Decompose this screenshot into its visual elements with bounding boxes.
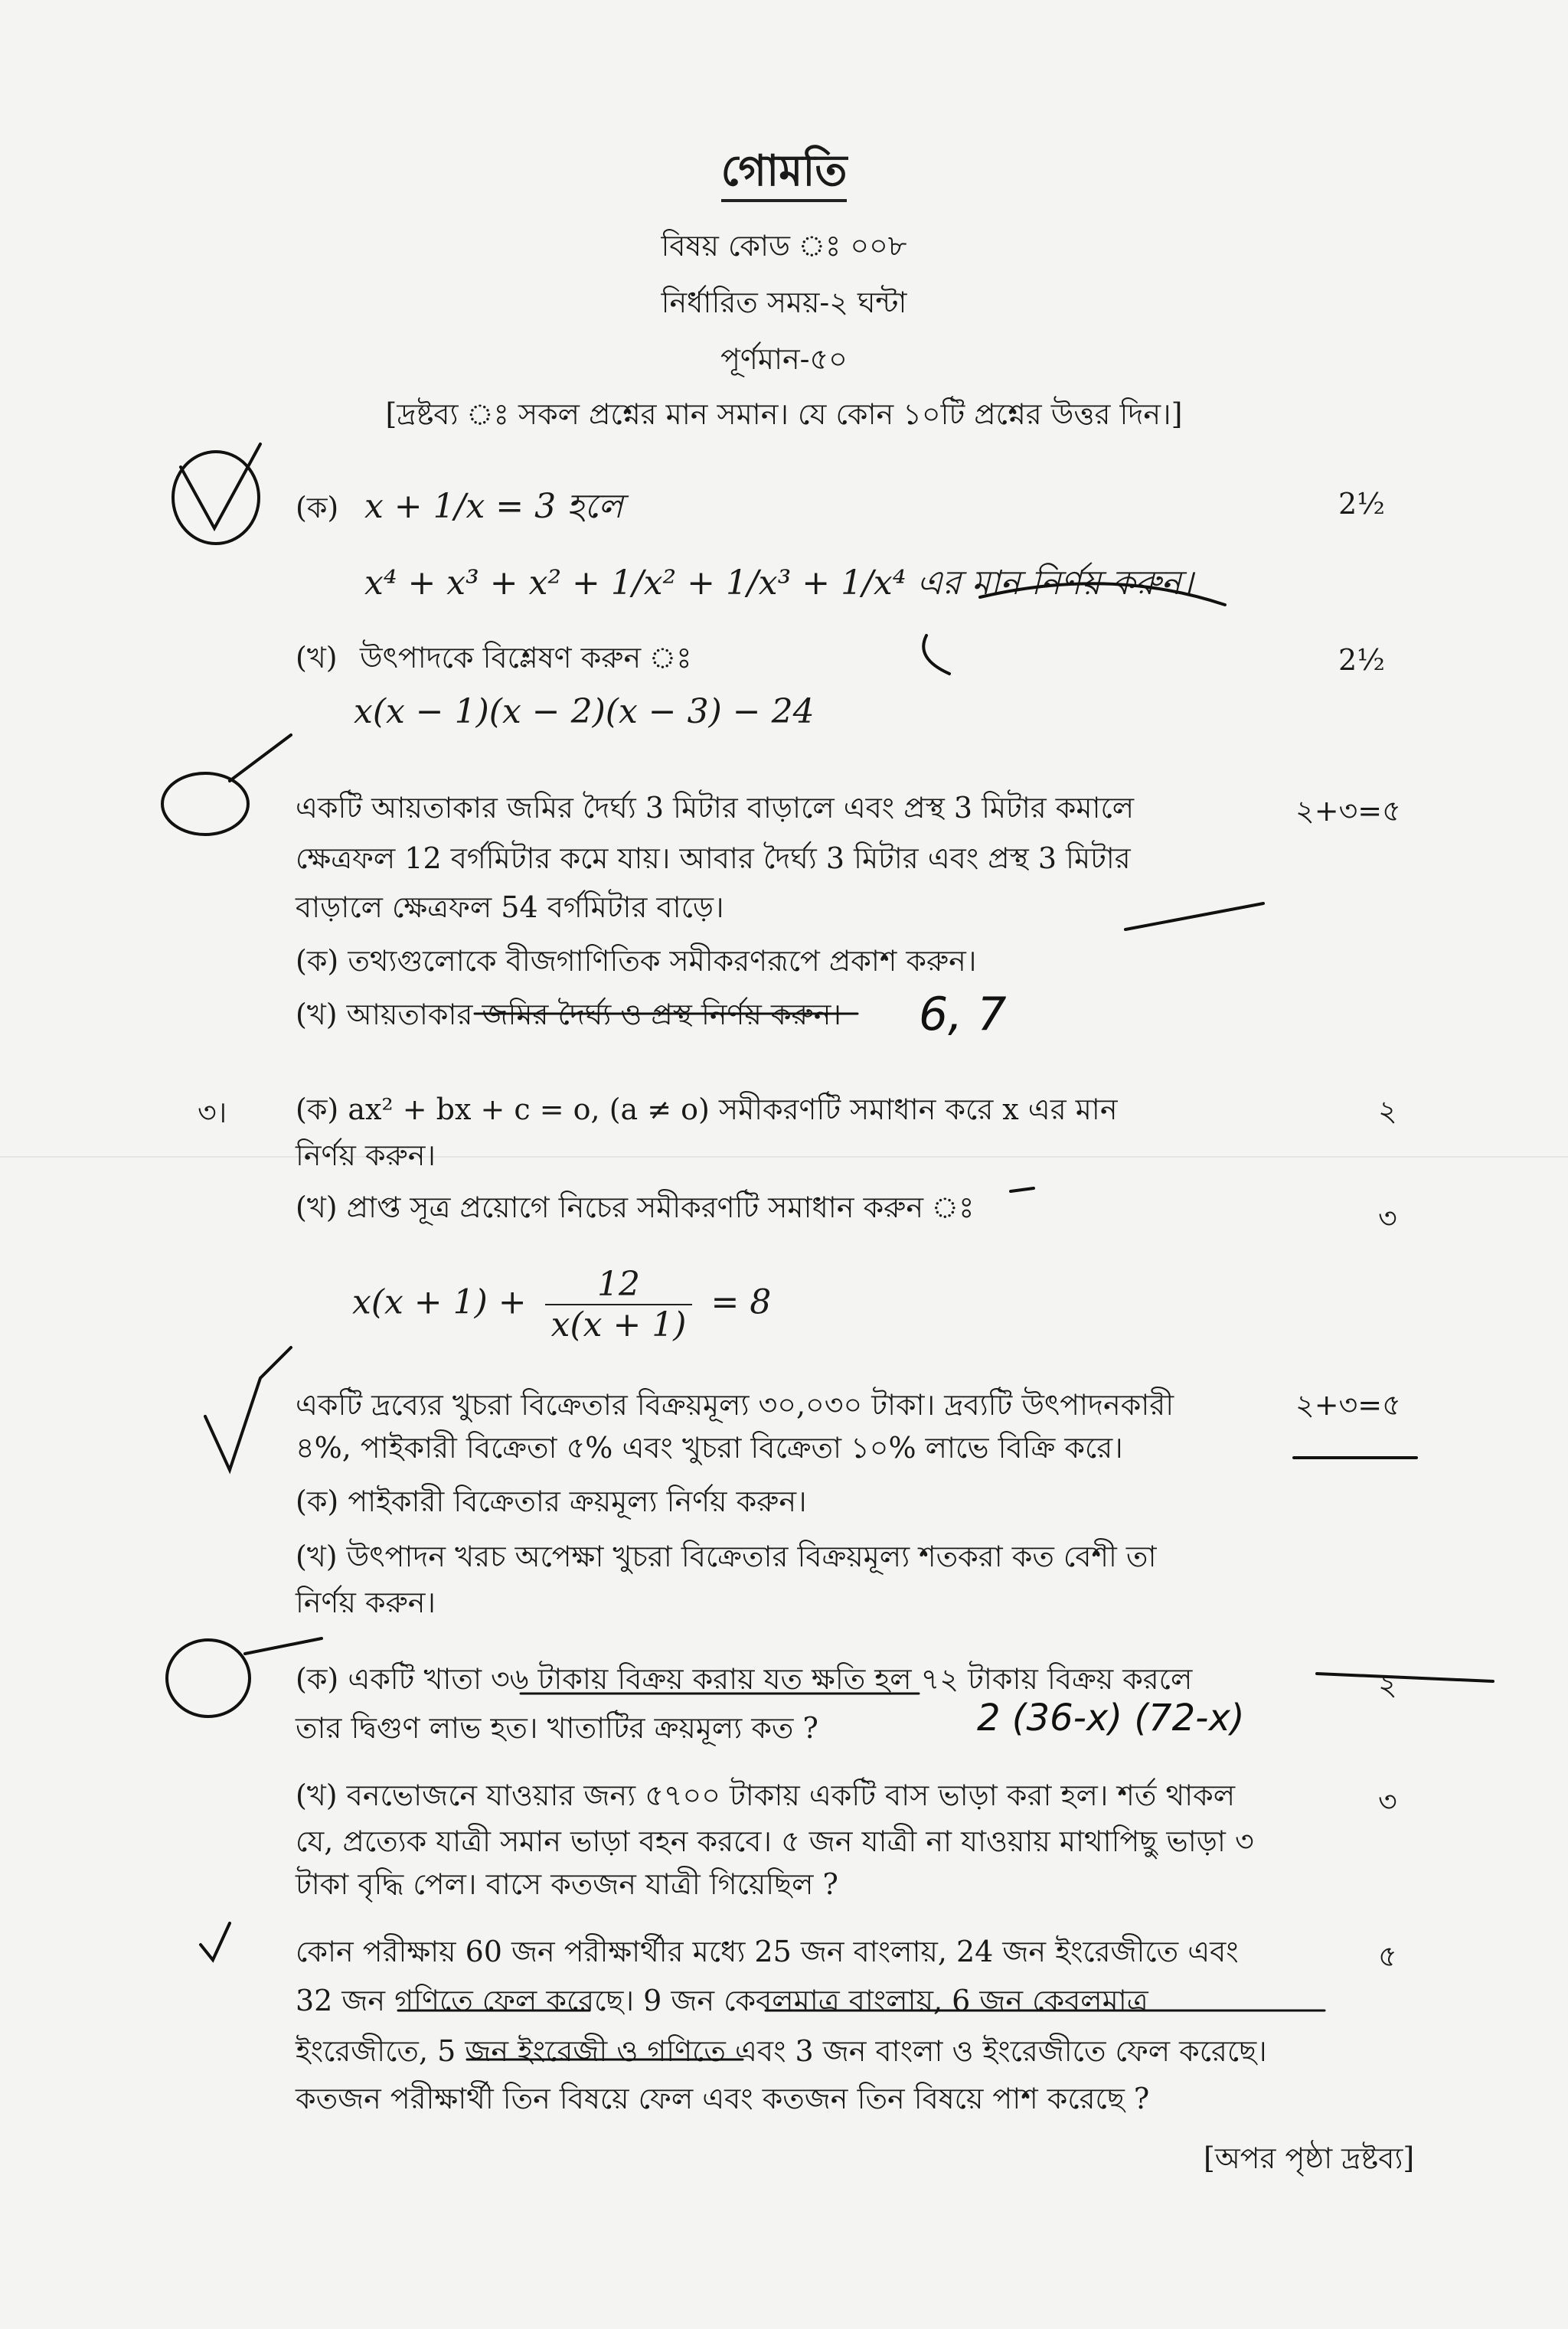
q6-line1: কোন পরীক্ষায় 60 জন পরীক্ষার্থীর মধ্যে 25 জন বাংলায়, 24 জন ইংরেজীতে এবং bbox=[296, 1935, 1239, 1968]
q1-b-label: (খ) bbox=[296, 641, 338, 675]
q2-stroke-mark bbox=[1125, 903, 1263, 929]
q1-a-condition: x + 1/x = 3 হলে bbox=[364, 487, 623, 526]
exam-title: গোমতি bbox=[0, 138, 1568, 210]
q5-a-marks: ২ bbox=[1378, 1668, 1397, 1702]
q3-number: ৩। bbox=[198, 1096, 227, 1129]
q1-a-label: (ক) bbox=[296, 491, 339, 524]
q5-b-marks: ৩ bbox=[1378, 1785, 1397, 1818]
q5-a-line2: তার দ্বিগুণ লাভ হত। খাতাটির ক্রয়মূল্য কত ? bbox=[296, 1711, 818, 1745]
q5-circle-mark bbox=[167, 1640, 250, 1717]
q3-b: (খ) প্রাপ্ত সূত্র প্রয়োগে নিচের সমীকরণটি সমাধান করুন ঃ bbox=[296, 1191, 975, 1224]
q1-tick-mark bbox=[181, 444, 260, 528]
q1-b-expression: x(x − 1)(x − 2)(x − 3) − 24 bbox=[354, 692, 815, 731]
q2-a: (ক) তথ্যগুলোকে বীজগাণিতিক সমীকরণরূপে প্রকাশ করুন। bbox=[296, 944, 977, 978]
handwritten-q2-answer: 6, 7 bbox=[919, 988, 1007, 1041]
q6-marks: ৫ bbox=[1378, 1939, 1397, 1973]
q5-b-line3: টাকা বৃদ্ধি পেল। বাসে কতজন যাত্রী গিয়েছিল ? bbox=[296, 1867, 838, 1901]
full-marks: পূর্ণমান-৫০ bbox=[720, 342, 848, 376]
q1-a-marks: 2½ bbox=[1338, 487, 1386, 521]
q1-hook-mark bbox=[923, 635, 949, 674]
q4-marks: ২+৩=৫ bbox=[1295, 1388, 1401, 1422]
q1-a-expression: x⁴ + x³ + x² + 1/x² + 1/x³ + 1/x⁴ এর মান নির্ণয় করুন। bbox=[364, 563, 1194, 603]
q2-circle-mark bbox=[162, 773, 248, 835]
q1-circle-mark bbox=[173, 452, 259, 544]
instruction: [দ্রষ্টব্য ঃ সকল প্রশ্নের মান সমান। যে কোন ১০টি প্রশ্নের উত্তর দিন।] bbox=[385, 397, 1183, 431]
subject-code: বিষয় কোড ঃ ০০৮ bbox=[661, 229, 907, 263]
q2-line1: একটি আয়তাকার জমির দৈর্ঘ্য 3 মিটার বাড়ালে এবং প্রস্থ 3 মিটার কমালে bbox=[296, 791, 1135, 825]
q4-line1: একটি দ্রব্যের খুচরা বিক্রেতার বিক্রয়মূল্য ৩০,০৩০ টাকা। দ্রব্যটি উৎপাদনকারী bbox=[296, 1388, 1174, 1422]
q6-line3: ইংরেজীতে, 5 জন ইংরেজী ও গণিতে এবং 3 জন বাংলা ও ইংরেজীতে ফেল করেছে। bbox=[296, 2034, 1267, 2068]
q5-tick-mark bbox=[245, 1638, 322, 1654]
q3-eq-denominator: x(x + 1) bbox=[550, 1305, 687, 1344]
q5-b-line1: (খ) বনভোজনে যাওয়ার জন্য ৫৭০০ টাকায় একটি বাস ভাড়া করা হল। শর্ত থাকল bbox=[296, 1779, 1236, 1812]
q5-a-line1: (ক) একটি খাতা ৩৬ টাকায় বিক্রয় করায় যত ক্ষতি হল ৭২ টাকায় বিক্রয় করলে bbox=[296, 1662, 1193, 1696]
q2-b: (খ) আয়তাকার জমির দৈর্ঘ্য ও প্রস্থ নির্ণয় করুন। bbox=[296, 998, 842, 1031]
q1-b-marks: 2½ bbox=[1338, 643, 1386, 677]
q5-b-line2: যে, প্রত্যেক যাত্রী সমান ভাড়া বহন করবে। ৫ জন যাত্রী না যাওয়ায় মাথাপিছু ভাড়া ৩ bbox=[296, 1824, 1254, 1858]
q2-marks: ২+৩=৫ bbox=[1295, 794, 1401, 828]
q6-line4: কতজন পরীক্ষার্থী তিন বিষয়ে ফেল এবং কতজন তিন বিষয়ে পাশ করেছে ? bbox=[296, 2082, 1150, 2115]
q1-stroke-mark bbox=[980, 583, 1225, 605]
q4-line2: ৪%, পাইকারী বিক্রেতা ৫% এবং খুচরা বিক্রেতা ১০% লাভে বিক্রি করে। bbox=[296, 1431, 1123, 1465]
q4-b-line1: (খ) উৎপাদন খরচ অপেক্ষা খুচরা বিক্রেতার বিক্রয়মূল্য শতকরা কত বেশী তা bbox=[296, 1540, 1157, 1573]
q2-line2: ক্ষেত্রফল 12 বর্গমিটার কমে যায়। আবার দৈর্ঘ্য 3 মিটার এবং প্রস্থ 3 মিটার bbox=[296, 841, 1131, 875]
q3-dash-mark bbox=[1011, 1188, 1034, 1191]
q3-eq-right: = 8 bbox=[710, 1282, 772, 1322]
q2-line3: বাড়ালে ক্ষেত্রফল 54 বর্গমিটার বাড়ে। bbox=[296, 890, 724, 924]
q6-line2: 32 জন গণিতে ফেল করেছে। 9 জন কেবলমাত্র বাংলায়, 6 জন কেবলমাত্র bbox=[296, 1984, 1148, 2017]
time-allowed: নির্ধারিত সময়-২ ঘন্টা bbox=[661, 286, 907, 319]
q5-stroke-mark bbox=[1317, 1674, 1493, 1681]
handwritten-q5-note: 2 (36-x) (72-x) bbox=[977, 1697, 1245, 1739]
q3-eq-numerator: 12 bbox=[545, 1265, 693, 1305]
q3-a-marks: ২ bbox=[1378, 1094, 1397, 1128]
q1-b-text: উৎপাদকে বিশ্লেষণ করুন ঃ bbox=[360, 641, 692, 675]
q3-b-marks: ৩ bbox=[1378, 1201, 1397, 1235]
q4-a: (ক) পাইকারী বিক্রেতার ক্রয়মূল্য নির্ণয় করুন। bbox=[296, 1485, 807, 1518]
q4-b-line2: নির্ণয় করুন। bbox=[296, 1586, 436, 1619]
q3-a-line2: নির্ণয় করুন। bbox=[296, 1138, 436, 1172]
q3-eq-left: x(x + 1) + bbox=[352, 1282, 527, 1322]
q2-tick-mark bbox=[230, 735, 291, 781]
q3-a-line1: (ক) ax² + bx + c = o, (a ≠ o) সমীকরণটি সমাধান করে x এর মান bbox=[296, 1093, 1118, 1126]
q6-tick-mark bbox=[201, 1923, 230, 1960]
next-page-note: [অপর পৃষ্ঠা দ্রষ্টব্য] bbox=[1204, 2141, 1415, 2175]
q4-tick-mark bbox=[205, 1347, 291, 1470]
